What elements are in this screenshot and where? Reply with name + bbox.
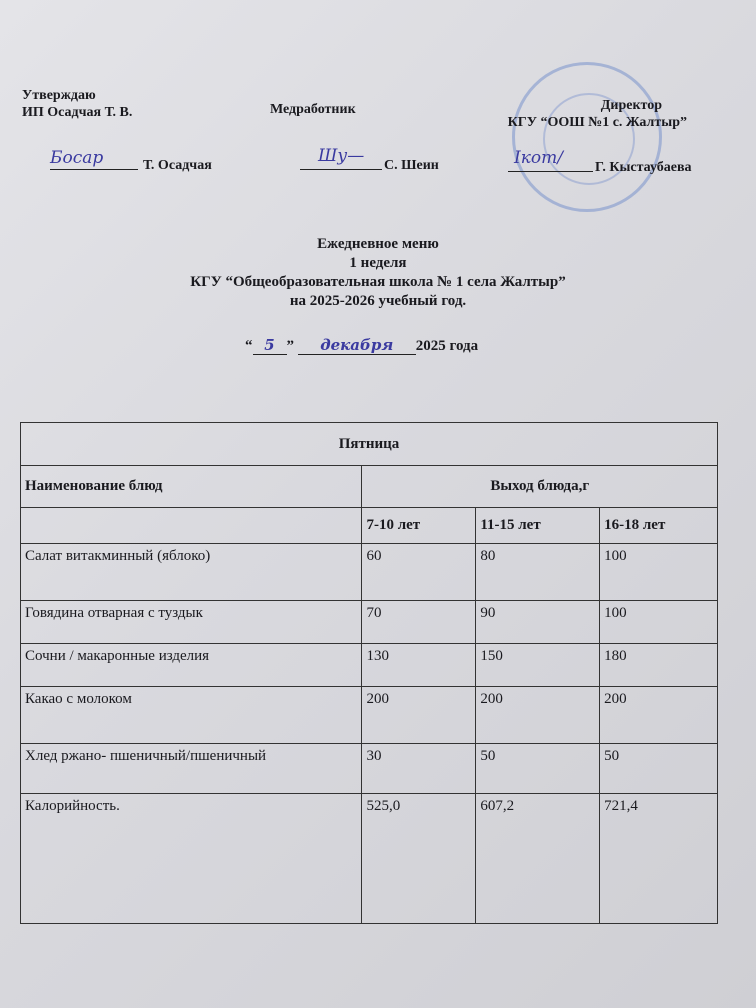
- week-label: 1 неделя: [349, 255, 407, 271]
- approve-label: Утверждаю: [22, 88, 96, 103]
- age-header: 16-18 лет: [600, 508, 718, 544]
- official-stamp: [512, 62, 662, 212]
- med-sign-name: С. Шеин: [384, 158, 439, 173]
- approver-name: ИП Осадчая Т. В.: [22, 105, 133, 120]
- dish-name: Калорийность.: [21, 794, 362, 924]
- col-name-header: Наименование блюд: [21, 466, 362, 508]
- approve-block: [22, 87, 132, 121]
- calorie-row: [21, 794, 718, 924]
- table-row: [21, 744, 718, 794]
- age-header: 7-10 лет: [362, 508, 476, 544]
- day-header: Пятница: [21, 423, 718, 466]
- age-header: 11-15 лет: [476, 508, 600, 544]
- dish-value: 150: [476, 644, 600, 687]
- director-block: [472, 97, 687, 131]
- dish-value: 180: [600, 644, 718, 687]
- dish-value: 70: [362, 601, 476, 644]
- dish-name: Салат витакминный (яблоко): [21, 544, 362, 601]
- date-month: декабря: [298, 336, 416, 355]
- dish-value: 90: [476, 601, 600, 644]
- table-row: [21, 687, 718, 744]
- director-signature-glyph: Ікот/: [514, 148, 563, 168]
- approver-signature: [50, 168, 138, 170]
- dish-value: 30: [362, 744, 476, 794]
- dish-value: 607,2: [476, 794, 600, 924]
- table-row: [21, 644, 718, 687]
- med-label: Медработник: [270, 102, 356, 117]
- school-name: КГУ “Общеобразовательная школа № 1 села Жалтыр”: [190, 274, 566, 290]
- dish-value: 50: [476, 744, 600, 794]
- approver-signature-glyph: Босар: [50, 148, 104, 168]
- director-signature: [508, 170, 593, 172]
- director-label: Директор: [600, 98, 662, 113]
- date-day: 5: [253, 336, 287, 355]
- dish-value: 50: [600, 744, 718, 794]
- doc-title: Ежедневное меню: [317, 236, 439, 252]
- dish-value: 100: [600, 544, 718, 601]
- dish-value: 721,4: [600, 794, 718, 924]
- date-line: “ 5 ” декабря 2025 года: [245, 336, 479, 354]
- dish-name: Сочни / макаронные изделия: [21, 644, 362, 687]
- dish-value: 200: [362, 687, 476, 744]
- col-output-header: Выход блюда,г: [362, 466, 718, 508]
- dish-name: Какао с молоком: [21, 687, 362, 744]
- dish-name: Хлед ржано- пшеничный/пшеничный: [21, 744, 362, 794]
- dish-value: 60: [362, 544, 476, 601]
- dish-value: 200: [476, 687, 600, 744]
- dish-value: 130: [362, 644, 476, 687]
- approver-sign-name: Т. Осадчая: [143, 158, 212, 173]
- med-signature: [300, 168, 382, 170]
- dish-value: 525,0: [362, 794, 476, 924]
- director-org: КГУ “ООШ №1 с. Жалтыр”: [507, 115, 687, 130]
- director-sign-name: Г. Кыстаубаева: [595, 160, 692, 175]
- dish-value: 200: [600, 687, 718, 744]
- table-row: [21, 601, 718, 644]
- table-row: [21, 544, 718, 601]
- menu-table: [20, 422, 718, 924]
- dish-value: 80: [476, 544, 600, 601]
- date-year: 2025 года: [415, 338, 479, 354]
- med-signature-glyph: Шу—: [318, 146, 365, 166]
- dish-value: 100: [600, 601, 718, 644]
- dish-name: Говядина отварная с туздык: [21, 601, 362, 644]
- school-year: на 2025-2026 учебный год.: [289, 293, 467, 309]
- empty-cell: [21, 508, 362, 544]
